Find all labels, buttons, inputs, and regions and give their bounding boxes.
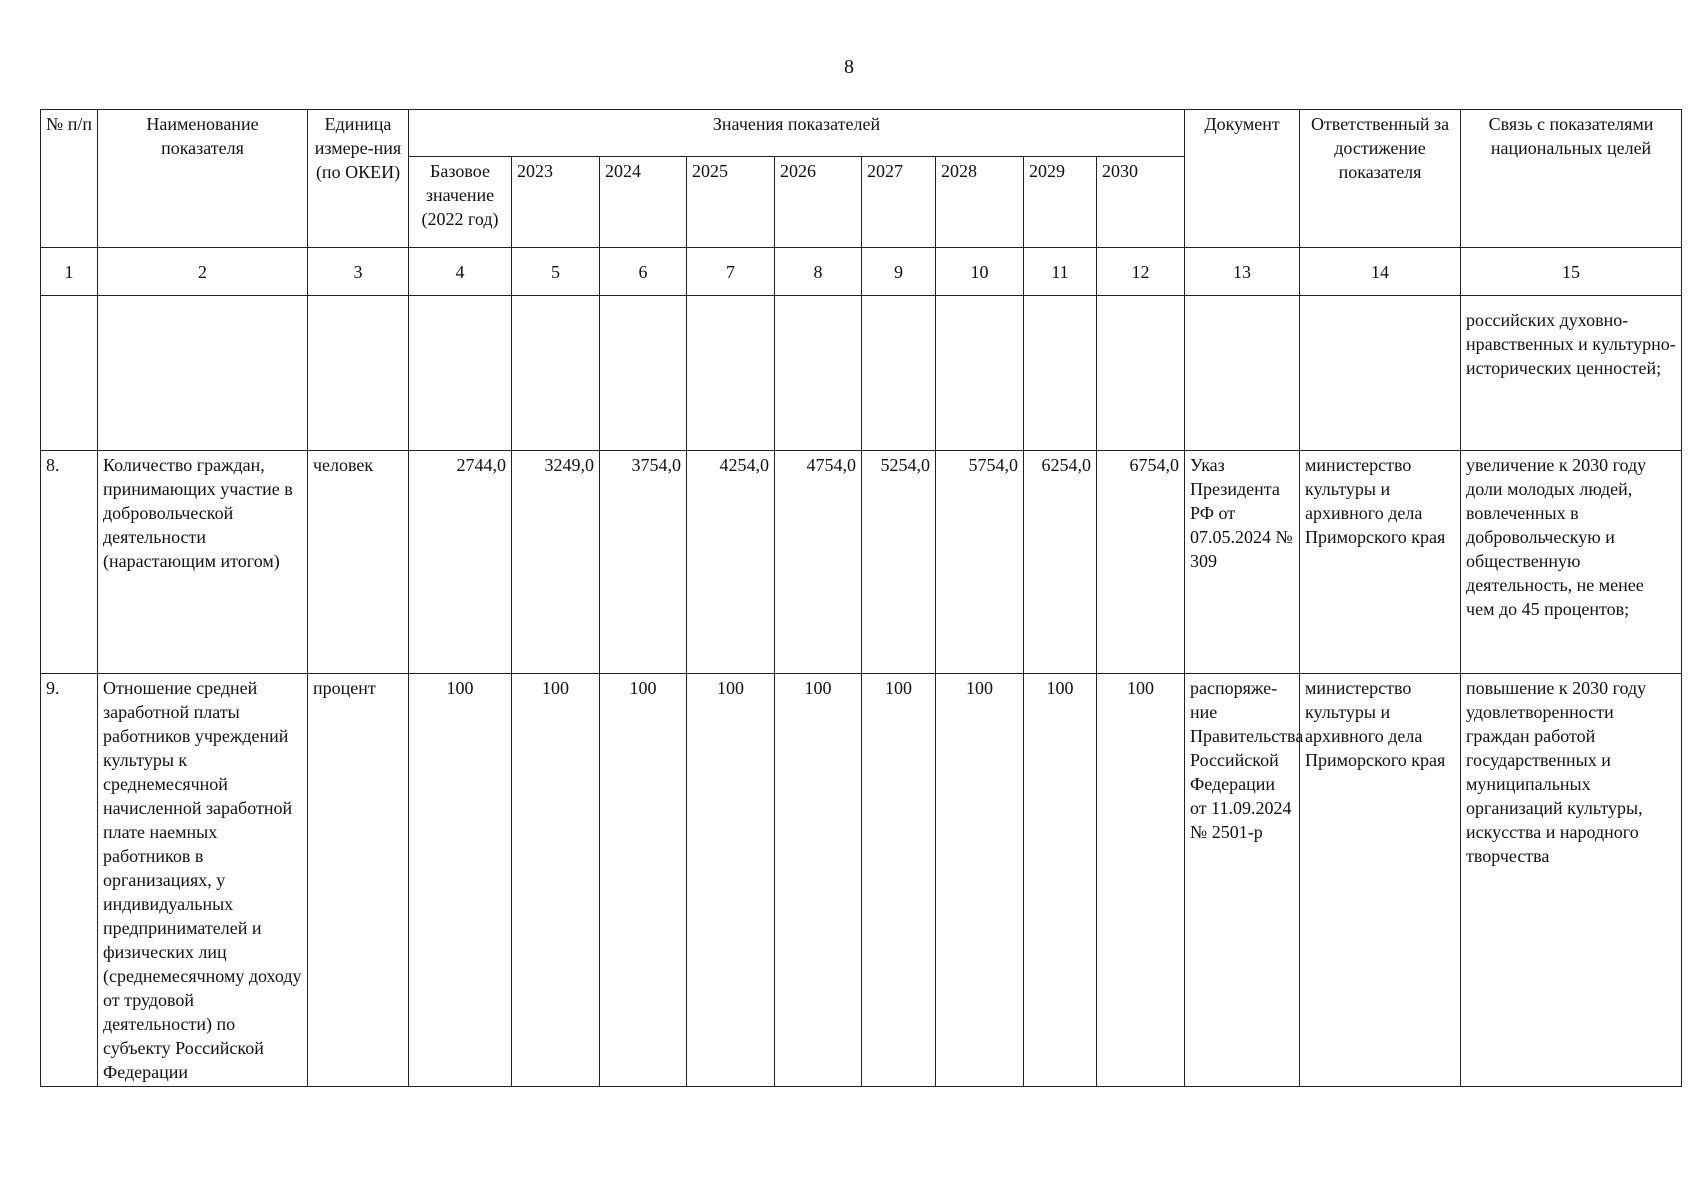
header-year: 2025	[687, 157, 775, 248]
row-value: 4754,0	[775, 451, 862, 674]
column-number: 10	[936, 248, 1024, 296]
row-num: 8.	[41, 451, 98, 674]
header-responsible: Ответственный за достижение показателя	[1300, 110, 1461, 248]
column-number-row	[41, 248, 1682, 296]
column-number: 5	[512, 248, 600, 296]
column-number: 1	[41, 248, 98, 296]
row-responsible: министерство культуры и архивного дела Приморского края	[1300, 451, 1461, 674]
header-year: 2030	[1097, 157, 1185, 248]
row-value: 6754,0	[1097, 451, 1185, 674]
column-number: 13	[1185, 248, 1300, 296]
row-document: Указ Президента РФ от 07.05.2024 № 309	[1185, 451, 1300, 674]
table-row	[41, 451, 1682, 674]
column-number: 6	[600, 248, 687, 296]
header-values-group: Значения показателей	[409, 110, 1185, 157]
row-value: 100	[775, 674, 862, 1087]
header-unit: Единица измере-ния (по ОКЕИ)	[308, 110, 409, 248]
header-document: Документ	[1185, 110, 1300, 248]
header-year: 2029	[1024, 157, 1097, 248]
row-responsible: министерство культуры и архивного дела Приморского края	[1300, 674, 1461, 1087]
header-year: 2024	[600, 157, 687, 248]
row-value: 5254,0	[862, 451, 936, 674]
column-number: 15	[1461, 248, 1682, 296]
row-value: 100	[600, 674, 687, 1087]
row-value: 5754,0	[936, 451, 1024, 674]
row-name: Отношение средней заработной платы работников учреждений культуры к среднемесячной начисленной заработной плате наемных работников в организациях, у индивидуальных предпринимателей и физических лиц (среднемесячному доходу от трудовой деятельности) по субъекту Российской Федерации	[98, 674, 308, 1087]
row-value: 100	[862, 674, 936, 1087]
header-base: Базовое значение (2022 год)	[409, 157, 512, 248]
header-link: Связь с показателями национальных целей	[1461, 110, 1682, 248]
row-value: 100	[1097, 674, 1185, 1087]
row-value: 4254,0	[687, 451, 775, 674]
row-value: 100	[512, 674, 600, 1087]
column-number: 9	[862, 248, 936, 296]
column-number: 11	[1024, 248, 1097, 296]
continuation-link: российских духовно-нравственных и культурно-исторических ценностей;	[1461, 296, 1682, 451]
row-num: 9.	[41, 674, 98, 1087]
column-number: 8	[775, 248, 862, 296]
header-name: Наименование показателя	[98, 110, 308, 248]
row-value: 100	[936, 674, 1024, 1087]
table-row	[41, 674, 1682, 1087]
row-link: увеличение к 2030 году доли молодых людей, вовлеченных в добровольческую и общественную деятельность, не менее чем до 45 процентов;	[1461, 451, 1682, 674]
header-num: № п/п	[41, 110, 98, 248]
column-number: 12	[1097, 248, 1185, 296]
header-year: 2023	[512, 157, 600, 248]
row-value: 3249,0	[512, 451, 600, 674]
header-year: 2027	[862, 157, 936, 248]
column-number: 3	[308, 248, 409, 296]
row-value: 100	[1024, 674, 1097, 1087]
row-value: 6254,0	[1024, 451, 1097, 674]
row-name: Количество граждан, принимающих участие в добровольческой деятельности (нарастающим итогом)	[98, 451, 308, 674]
row-value-base: 100	[409, 674, 512, 1087]
column-number: 7	[687, 248, 775, 296]
column-number: 14	[1300, 248, 1461, 296]
header-row	[41, 110, 1682, 157]
row-unit: человек	[308, 451, 409, 674]
row-value-base: 2744,0	[409, 451, 512, 674]
continuation-row	[41, 296, 1682, 451]
column-number: 2	[98, 248, 308, 296]
header-year: 2026	[775, 157, 862, 248]
row-unit: процент	[308, 674, 409, 1087]
indicators-table	[40, 109, 1682, 1087]
row-document: распоряже-ние Правительства Российской Федерации от 11.09.2024 № 2501-р	[1185, 674, 1300, 1087]
page-number: 8	[844, 56, 854, 78]
row-link: повышение к 2030 году удовлетворенности граждан работой государственных и муниципальных организаций культуры, искусства и народного творчества	[1461, 674, 1682, 1087]
column-number: 4	[409, 248, 512, 296]
header-year: 2028	[936, 157, 1024, 248]
row-value: 3754,0	[600, 451, 687, 674]
row-value: 100	[687, 674, 775, 1087]
